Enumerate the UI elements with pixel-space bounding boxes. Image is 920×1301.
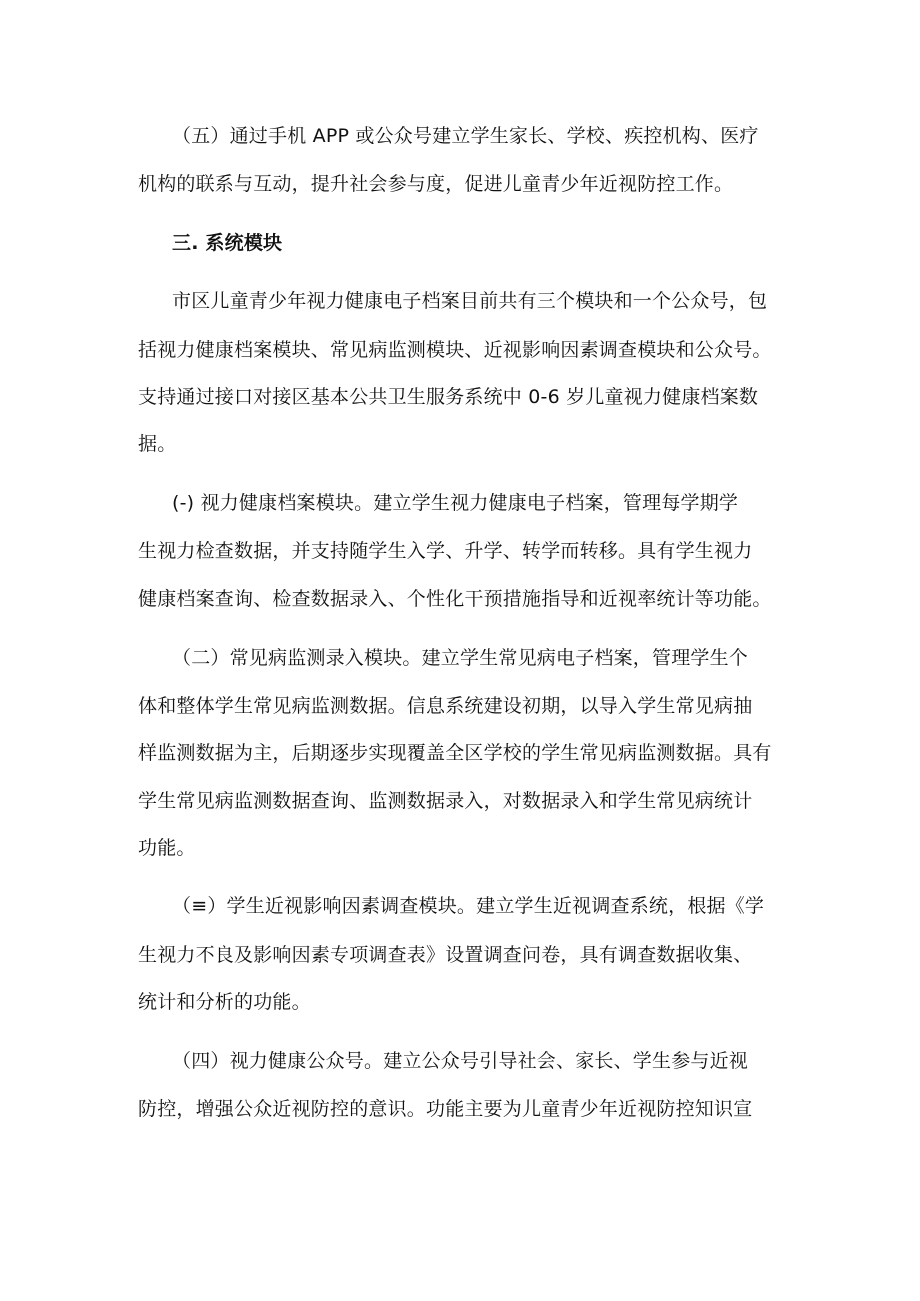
intro-line-2: 括视力健康档案模块、常见病监测模块、近视影响因素调查模块和公众号。 [138,339,772,361]
module-2-line-3: 样监测数据为主，后期逐步实现覆盖全区学校的学生常见病监测数据。具有 [138,742,772,764]
module-2-line-1: （二）常见病监测录入模块。建立学生常见病电子档案，管理学生个 [172,647,749,669]
module-2-line-4: 学生常见病监测数据查询、监测数据录入，对数据录入和学生常见病统计 [138,790,753,812]
module-4-line-2: 防控，增强公众近视防控的意识。功能主要为儿童青少年近视防控知识宣 [138,1098,753,1120]
paragraph-five-line-2: 机构的联系与互动，提升社会参与度，促进儿童青少年近视防控工作。 [138,173,734,195]
module-2-line-5: 功能。 [138,837,196,859]
module-3-line-2: 生视力不良及影响因素专项调查表》设置调查问卷，具有调查数据收集、 [138,944,753,966]
module-1-line-3: 健康档案查询、检查数据录入、个性化干预措施指导和近视率统计等功能。 [138,588,772,610]
module-1-line-2: 生视力检查数据，并支持随学生入学、升学、转学而转移。具有学生视力 [138,540,753,562]
module-2-line-2: 体和整体学生常见病监测数据。信息系统建设初期，以导入学生常见病抽 [138,695,753,717]
module-4-line-1: （四）视力健康公众号。建立公众号引导社会、家长、学生参与近视 [172,1050,749,1072]
section-heading-system-modules: 三. 系统模块 [172,232,283,254]
module-3-line-1: （≡）学生近视影响因素调查模块。建立学生近视调查系统，根据《学 [172,895,765,917]
intro-line-4: 据。 [138,433,177,455]
intro-line-3: 支持通过接口对接区基本公共卫生服务系统中 0-6 岁儿童视力健康档案数 [138,386,759,408]
intro-line-1: 市区儿童青少年视力健康电子档案目前共有三个模块和一个公众号，包 [172,290,768,312]
module-1-line-1: (-) 视力健康档案模块。建立学生视力健康电子档案，管理每学期学 [172,492,739,514]
module-3-line-3: 统计和分析的功能。 [138,991,311,1013]
paragraph-five-line-1: （五）通过手机 APP 或公众号建立学生家长、学校、疾控机构、医疗 [172,125,759,147]
